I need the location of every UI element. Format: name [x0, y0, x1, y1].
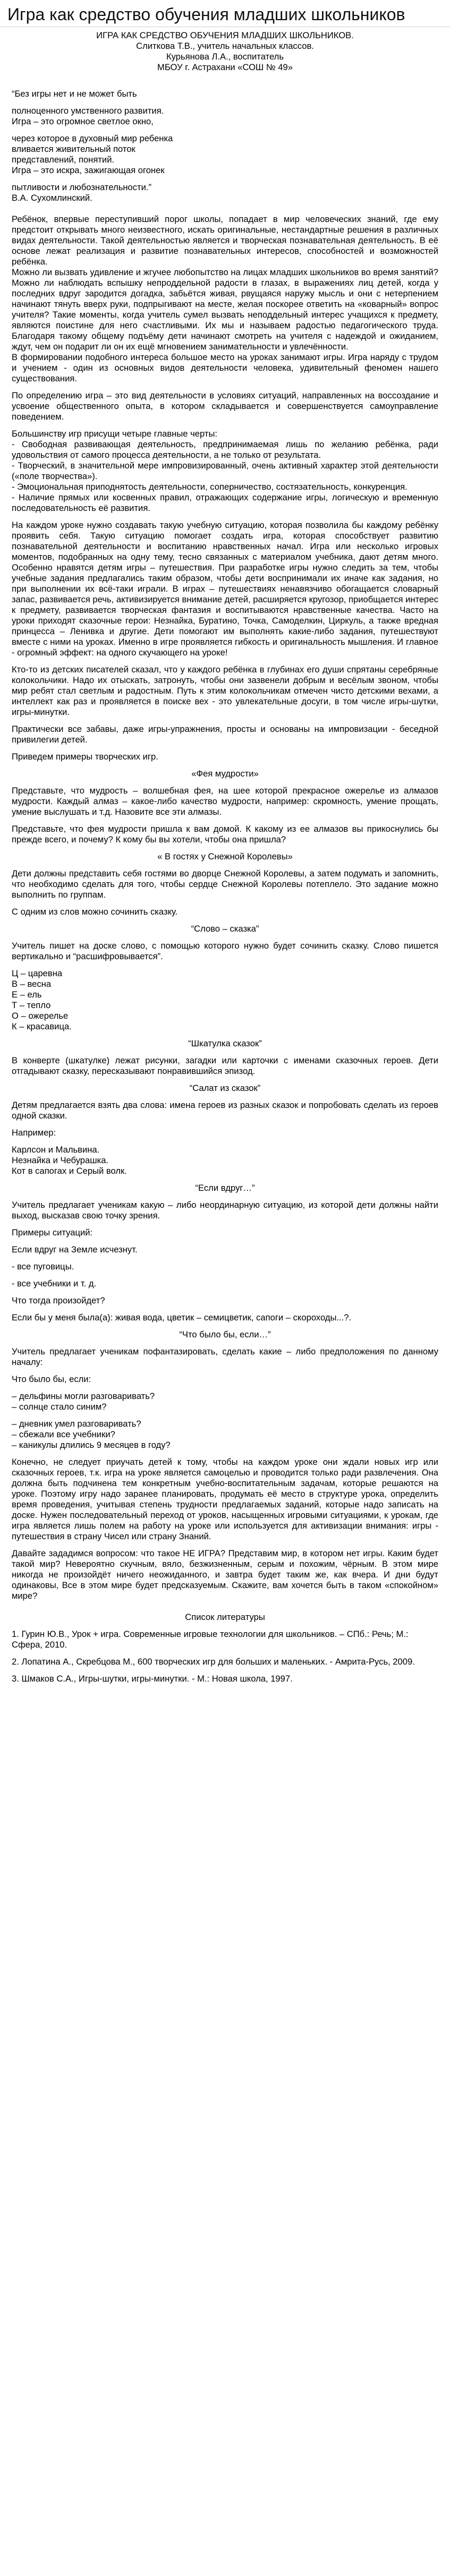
- article-header: [12, 30, 438, 73]
- example-line: Что тогда произойдет?: [12, 1295, 105, 1306]
- epigraph-line: представлений, понятий.: [12, 155, 115, 165]
- closing-section: [12, 1457, 438, 1601]
- page-title: Игра как средство обучения младших школьников: [7, 5, 405, 24]
- list-item: - Творческий, в значительной мере импровизированный, очень активный характер этой деятельности («поле творчества»).: [12, 460, 438, 481]
- paragraph: Конечно, не следует приучать детей к тому, чтобы на каждом уроке они ждали новых игр или сказочных героев, т.к. игра на уроке является самоцелью и проводится только ради развлечения. Она должна быть подчинена тем конкретным учебно-воспитательным задачам, которые решаются на уроке. Поэтому игру надо заранее планировать, продумать её место в структуре урока, определить время проведения, учитывая степень трудности предлагаемых заданий, которые надо записать на доске. Нужен последовательный переход от уроков, насыщенных игровыми ситуациями, к урокам, где игра является лишь полем на работу на уроке или используется для активизации внимания: игры - путешествия в страну Чисел или страну Знаний.: [12, 1457, 438, 1541]
- game-suddenly: [12, 1200, 438, 1323]
- examples-label: Примеры ситуаций:: [12, 1227, 93, 1238]
- paragraph: Детям предлагается взять два слова: имена героев из разных сказок и попробовать сделать из героев одной сказки.: [12, 1100, 438, 1121]
- epigraph-line: “Без игры нет и не может быть: [12, 89, 137, 99]
- author-line-2: Курьянова Л.А., воспитатель: [166, 52, 284, 62]
- game-title-snow-queen: « В гостях у Снежной Королевы»: [157, 851, 293, 861]
- example-line: - все пуговицы.: [12, 1261, 74, 1272]
- paragraph: Представьте, что мудрость – волшебная фея, на шее которой прекрасное ожерелье из алмазов мудрости. Каждый алмаз – какое-либо качество мудрости, например: скромность, умение прощать, умение выслушать и т.д. Назовите все эти алмазы.: [12, 786, 438, 817]
- features-intro: Большинству игр присущи четыре главные черты:: [12, 429, 217, 439]
- paragraph: Учитель пишет на доске слово, с помощью которого нужно будет сочинить сказку. Слово пишется вертикально и “расшифровывается”.: [12, 941, 438, 961]
- reference-item: 2. Лопатина А., Скребцова М., 600 творческих игр для больших и маленьких. - Амрита-Русь, 2009.: [12, 1657, 415, 1667]
- paragraph: В конверте (шкатулке) лежат рисунки, загадки или карточки с именами сказочных героев. Дети отгадывают сказку, пересказывают понравившийся эпизод.: [12, 1055, 438, 1076]
- example-line: Карлсон и Мальвина.: [12, 1145, 100, 1155]
- list-item: – дельфины могли разговаривать?: [12, 1391, 155, 1401]
- epigraph-line: вливается живительный поток: [12, 144, 135, 154]
- paragraph: По определению игра – это вид деятельности в условиях ситуаций, направленных на воссоздание и усвоение общественного опыта, в котором складывается и совершенствуется самоуправление поведением.: [12, 390, 438, 422]
- school-line: МБОУ г. Астрахани «СОШ № 49»: [157, 62, 293, 72]
- epigraph-line: пытливости и любознательности.”: [12, 182, 152, 192]
- paragraph: Ребёнок, впервые переступивший порог школы, попадает в мир человеческих знаний, где ему предстоит открывать много неизвестного, искать оригинальные, нестандартные решения в различных видах деятельности. Такой деятельностью является и творческая познавательная деятельность. В её основе лежат реализация и развитие познавательных интересов, способностей и возможностей ребёнка.: [12, 214, 438, 267]
- references-list: [12, 1629, 438, 1684]
- epigraph: [12, 89, 438, 203]
- game-title-box: “Шкатулка сказок”: [188, 1038, 262, 1048]
- reference-item: 1. Гурин Ю.В., Урок + игра. Современные игровые технологии для школьников. – СПб.: Речь; М.: Сфера, 2010.: [12, 1629, 409, 1650]
- letter-line: Е – ель: [12, 990, 42, 1000]
- epigraph-line: через которое в духовный мир ребенка: [12, 133, 173, 143]
- letter-line: Ц – царевна: [12, 968, 63, 978]
- paragraph: С одним из слов можно сочинить сказку.: [12, 907, 178, 917]
- game-what-if: [12, 1346, 438, 1451]
- features-list: [12, 439, 438, 514]
- example-line: Если бы у меня была(а): живая вода, цветик – семицветик, сапоги – скороходы...?.: [12, 1312, 352, 1323]
- game-word-tale: [12, 941, 438, 1032]
- letter-line: В – весна: [12, 979, 52, 989]
- epigraph-line: Игра – это искра, зажигающая огонек: [12, 165, 165, 175]
- game-title-what-if: “Что было бы, если…”: [179, 1329, 271, 1340]
- references-title: Список литературы: [185, 1612, 265, 1622]
- paragraph: Практически все забавы, даже игры-упражнения, просты и основаны на импровизации - беседной привилегии детей.: [12, 724, 438, 745]
- examples-label: Например:: [12, 1128, 56, 1138]
- paragraph: Давайте зададимся вопросом: что такое НЕ ИГРА? Представим мир, в котором нет игры. Каким будет такой мир? Невероятно скучным, вяло, безжизненным, серым и похожим, чёрным. В этом мире никогда не произойдёт ничего неожиданного, и завтра будет таким же, как вчера. И дни будут одинаковы, Все в этом мире будет предсказуемым. Скажите, вам хочется быть в таком «спокойном» мире?: [12, 1548, 438, 1601]
- paragraph: Кто-то из детских писателей сказал, что у каждого ребёнка в глубинах его души спрятаны серебряные колокольчики. Надо их отыскать, затронуть, чтобы они зазвенели добрым и весёлым звоном, чтобы мир ребят стал светлым и радостным. Путь к этим колокольчикам отмечен чисто детскими вехами, а интеллект как раз и проявляется в поиске вех - это увлекательные досуги, в том числе игры-шутки, игры-минутки.: [12, 664, 438, 717]
- title-bar: [0, 0, 450, 27]
- list-item: – дневник умел разговаривать?: [12, 1419, 141, 1429]
- epigraph-line: Игра – это огромное светлое окно,: [12, 116, 154, 126]
- game-title-salad: “Салат из сказок”: [189, 1083, 261, 1093]
- paragraph: Учитель предлагает ученикам какую – либо неординарную ситуацию, из которой дети должны найти выход, высказав свою точку зрения.: [12, 1200, 438, 1221]
- article-heading: ИГРА КАК СРЕДСТВО ОБУЧЕНИЯ МЛАДШИХ ШКОЛЬНИКОВ.: [96, 30, 354, 40]
- list-item: - Эмоциональная приподнятость деятельности, соперничество, состязательность, конкуренция.: [12, 482, 407, 492]
- game-salad: [12, 1100, 438, 1176]
- list-item: – сбежали все учебники?: [12, 1429, 115, 1439]
- paragraph: Учитель предлагает ученикам пофантазировать, сделать какие – либо предположения по данному началу:: [12, 1346, 438, 1367]
- article-body: [0, 27, 450, 1684]
- list-item: – солнце стало синим?: [12, 1402, 107, 1412]
- example-line: - все учебники и т. д.: [12, 1278, 97, 1289]
- paragraph: Приведем примеры творческих игр.: [12, 752, 158, 762]
- letter-line: Т – тепло: [12, 1000, 51, 1010]
- paragraph: Представьте, что фея мудрости пришла к вам домой. К какому из ее алмазов вы прикоснулись бы прежде всего, и почему? К кому бы вы хотели, чтобы она пришла?: [12, 824, 438, 845]
- author-line-1: Слиткова Т.В., учитель начальных классов.: [136, 41, 314, 51]
- epigraph-author: В.А. Сухомлинский.: [12, 193, 92, 203]
- game-snow-queen: [12, 868, 438, 917]
- reference-item: 3. Шмаков С.А., Игры-шутки, игры-минутки. - М.: Новая школа, 1997.: [12, 1674, 293, 1684]
- game-fairy: [12, 786, 438, 845]
- game-title-word-tale: “Слово – сказка”: [191, 924, 259, 934]
- list-item: - Наличие прямых или косвенных правил, отражающих содержание игры, логическую и временную последовательность её развития.: [12, 492, 438, 513]
- game-title-suddenly: “Если вдруг…”: [195, 1183, 255, 1193]
- example-line: Если вдруг на Земле исчезнут.: [12, 1244, 138, 1255]
- list-item: – каникулы длились 9 месяцев в году?: [12, 1440, 171, 1450]
- paragraph: На каждом уроке нужно создавать такую учебную ситуацию, которая позволила бы каждому ребёнку проявить себя. Такую ситуацию помогает создать игра, которая способствует развитию познавательной деятельности и воспитанию нравственных начал. Игра или несколько игровых моментов, подобранных на одну тему, тесно связанных с материалом учебника, дают детям много. Особенно нравятся детям игры – путешествия. При разработке игры нужно следить за тем, чтобы учебные задания предлагались таким образом, чтобы дети воспринимали их иначе как задания, но при выполнении их всё-таки играли. В играх – путешествиях ненавязчиво обогащается словарный запас, развивается речь, активизируется внимание детей, расширяется кругозор, приобщается интерес к предмету, развивается творческая фантазия и воспитываются нравственные качества. Часто на уроки приходят сказочные герои: Незнайка, Буратино, Точка, Самоделкин, Циркуль, а также вредная принцесса – Ленивка и другие. Дети помогают им выполнять какие-либо задания, путешествуют вместе с ними на уроках. Именно в игре проявляется гибкость и оригинальность мышления. И главное - огромный эффект: на одного скучающего на уроке!: [12, 520, 438, 658]
- list-item: - Свободная развивающая деятельность, предпринимаемая лишь по желанию ребёнка, ради удовольствия от самого процесса деятельности, а не только от результата.: [12, 439, 438, 460]
- example-line: Кот в сапогах и Серый волк.: [12, 1166, 127, 1176]
- paragraph: Дети должны представить себя гостями во дворце Снежной Королевы, а затем подумать и запомнить, что необходимо сделать для того, чтобы сердце Снежной Королевы потеплело. Это задание можно выполнить по группам.: [12, 868, 438, 900]
- example-line: Незнайка и Чебурашка.: [12, 1155, 109, 1165]
- paragraph: В формировании подобного интереса большое место на уроках занимают игры. Игра наряду с трудом и учением - один из основных видов деятельности человека, удивительный феномен нашего существования.: [12, 352, 438, 383]
- epigraph-line: полноценного умственного развития.: [12, 106, 164, 116]
- paragraph: Можно ли вызвать удивление и жгучее любопытство на лицах младших школьников во время занятий? Можно ли наблюдать вспышку непроддельной радости в глазах, в выражениях лиц детей, когда у последних вдруг зародится догадка, забьётся живая, рвущаяся наружу мысль и они с нетерпением начинают тянуть вверх руки, подпрыгивают на месте, желая поскорее ответить на «коварный» вопрос учителя? Такие моменты, когда учитель сумел вызвать неподдельный интерес учащихся к предмету, являются поистине для него счастливыми. Их мы и называем радостью педагогического труда. Благодаря такому общему подъёму дети начинают смотреть на учителя с надеждой и ожиданием, ждут, чем он подарит ли он их ещё мгновением занимательности и увлечённости.: [12, 267, 438, 352]
- game-title-fairy: «Фея мудрости»: [191, 769, 259, 779]
- letter-line: О – ожерелье: [12, 1011, 69, 1021]
- letter-line: К – красавица.: [12, 1021, 72, 1031]
- intro-section: [12, 214, 438, 762]
- lead-line: Что было бы, если:: [12, 1374, 91, 1384]
